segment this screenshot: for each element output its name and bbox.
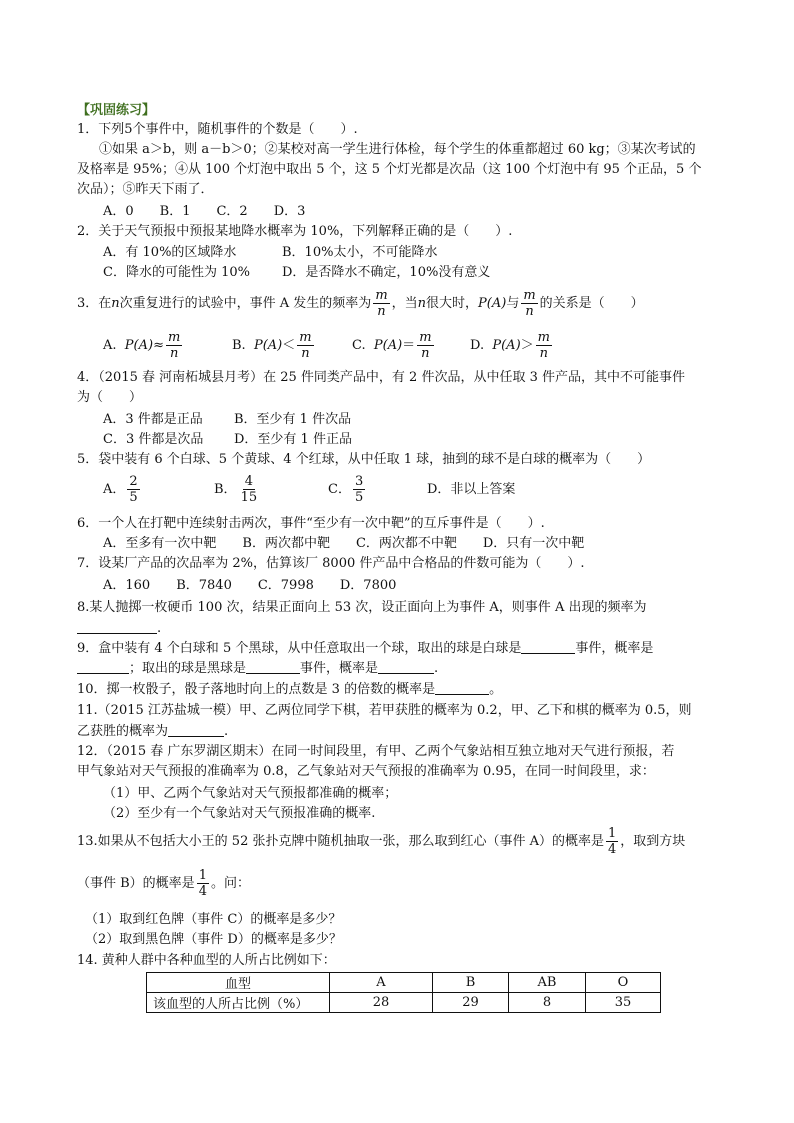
q3-option-a — [103, 330, 184, 362]
table-header-row — [147, 973, 661, 993]
q3-frac-num: m — [375, 288, 388, 303]
q3-option-b-op: ＜ — [282, 338, 296, 353]
q3-n: n — [111, 296, 120, 311]
q13-sub2: （2）取到黑色牌（事件 D）的概率是多少？ — [85, 932, 342, 947]
q13-frac-2-den: 4 — [198, 884, 207, 899]
q5-option-b-frac — [239, 474, 260, 505]
q2-option-a: A．有 10%的区域降水 — [103, 245, 237, 260]
q1-stem: 1．下列5个事件中，随机事件的个数是（ ）. — [77, 122, 358, 137]
q5-option-b-label: B． — [214, 482, 237, 497]
q9-line1 — [77, 640, 653, 657]
q8-answer-blank[interactable] — [77, 620, 157, 634]
q8-end: . — [157, 621, 162, 636]
q5-option-a-frac — [127, 474, 139, 505]
q3-option-a-pa: P(A) — [124, 338, 154, 353]
q5-option-a-label: A． — [103, 482, 126, 497]
q11-text: 乙获胜的概率为 — [77, 724, 169, 739]
q3-option-a-den: n — [169, 346, 179, 361]
q1-line2: 及格率是 95%；④从 100 个灯泡中取出 5 个，这 5 个灯光都是次品（这 100 个灯泡中有 95 个正品，5 个 — [77, 162, 702, 177]
table-cell: 28 — [330, 993, 433, 1013]
q3-option-b-num: m — [299, 330, 312, 345]
q3-n2: n — [417, 296, 427, 311]
q2-option-b: B．10%太小，不可能降水 — [282, 245, 438, 260]
q3-frac-m-n-2 — [521, 288, 537, 319]
table-row — [147, 993, 661, 1013]
q3-text-5: 与 — [506, 296, 520, 311]
q3-pa: P(A) — [478, 296, 507, 311]
q13-line2 — [77, 868, 250, 900]
q6-options: A．至多有一次中靶 B．两次都中靶 C．两次都不中靶 D．只有一次中靶 — [103, 536, 585, 551]
q3-option-c-frac — [417, 330, 433, 361]
q1-line1: ①如果 a＞b，则 a－b＞0；②某校对高一学生进行体检，每个学生的体重都超过 60 kg；③某次考试的 — [99, 142, 696, 157]
q3-option-a-label: A. — [103, 338, 117, 353]
blood-type-table — [146, 972, 661, 1013]
q3-text-2: 次重复进行的试验中，事件 A 发生的频率为 — [119, 296, 372, 311]
q11-end: . — [224, 724, 229, 739]
q3-option-d-num: m — [537, 330, 550, 345]
q3-option-b-frac — [297, 330, 313, 361]
q2-option-d: D．是否降水不确定，10%没有意义 — [282, 265, 491, 280]
table-cell: 29 — [433, 993, 509, 1013]
q3-text-6: 的关系是（ ） — [539, 296, 644, 311]
q3-option-c-op: ＝ — [402, 338, 416, 353]
q3-option-c — [352, 330, 436, 362]
q3-option-d-den: n — [539, 346, 548, 361]
q3-text-4: 很大时， — [426, 296, 479, 311]
q12-line2: 甲气象站对天气预报的准确率为 0.8，乙气象站对天气预报的准确率为 0.95，在同一时间段里，求： — [77, 764, 655, 779]
q13-text-4: 。问： — [210, 876, 250, 891]
q9-text-1: 9．盒中装有 4 个白球和 5 个黑球，从中任意取出一个球，取出的球是白球是 — [77, 641, 522, 656]
q12-sub1: （1）甲、乙两个气象站对天气预报都准确的概率； — [103, 786, 398, 801]
q10-blank[interactable] — [435, 681, 489, 695]
q3-option-d-pa: P(A) — [492, 338, 521, 353]
q5-option-c — [328, 474, 367, 506]
section-title: 【巩固练习】 — [77, 103, 156, 118]
q3-frac-num-2: m — [523, 288, 536, 303]
q11-line1: 11.（2015 江苏盐城一模）甲、乙两位同学下棋，若甲获胜的概率为 0.2，甲、乙下和棋的概率为 0.5，则 — [77, 703, 692, 718]
q3-option-d-label: D. — [470, 338, 485, 353]
q13-frac-2-num: 1 — [198, 868, 207, 883]
q13-sub1: （1）取到红色牌（事件 C）的概率是多少？ — [85, 912, 342, 927]
table-cell: 8 — [509, 993, 586, 1013]
table-cell: 35 — [586, 993, 661, 1013]
q9-blank-1[interactable] — [521, 640, 575, 654]
q1-line3: 次品）；⑤昨天下雨了． — [77, 182, 214, 197]
q5-option-c-label: C． — [328, 482, 351, 497]
q5-stem: 5．袋中装有 6 个白球、5 个黄球、4 个红球，从中任取 1 球，抽到的球不是白球的概率为（ ） — [77, 452, 651, 467]
q8-line2 — [77, 620, 161, 637]
q4-option-b: B．至少有 1 件次品 — [234, 412, 352, 427]
q9-blank-3[interactable] — [246, 660, 300, 674]
q3-option-c-den: n — [421, 346, 430, 361]
table-cell: 该血型的人所占比例（%） — [147, 993, 330, 1013]
q14-stem: 14. 黄种人群中各种血型的人所占比例如下： — [77, 953, 336, 968]
q4-option-d: D．至少有 1 件正品 — [234, 432, 352, 447]
q12-line1: 12．（2015 春 广东罗湖区期末）在同一时间段里，有甲、乙两个气象站相互独立地对天气进行预报，若 — [77, 744, 675, 759]
q13-text-3: （事件 B）的概率是 — [77, 876, 195, 891]
q9-blank-2[interactable] — [77, 660, 129, 674]
q13-text-1: 13.如果从不包括大小王的 52 张扑克牌中随机抽取一张，那么取到红心（事件 A）的概率是 — [77, 834, 605, 849]
q5-c-den: 5 — [354, 490, 364, 505]
q11-line2 — [77, 723, 228, 740]
q5-a-num: 2 — [129, 474, 138, 489]
q4-line1: 4．（2015 春 河南柘城县月考）在 25 件同类产品中，有 2 件次品，从中任取 3 件产品，其中不可能事件 — [77, 370, 685, 385]
q3-frac-den-2: n — [525, 304, 534, 319]
q3-text-3: ，当 — [391, 296, 418, 311]
q3-option-a-op: ≈ — [153, 338, 164, 353]
q3-option-c-pa: P(A) — [373, 338, 403, 353]
q4-line2: 为（ ） — [77, 390, 143, 405]
q13-frac-2 — [197, 868, 209, 899]
q9-text-3: ；取出的球是黑球是 — [129, 661, 247, 676]
q3-option-c-label: C. — [352, 338, 366, 353]
q6-stem: 6．一个人在打靶中连续射击两次，事件“至少有一次中靶”的互斥事件是（ ）. — [77, 516, 545, 531]
q3-frac-den: n — [377, 304, 386, 319]
table-header-cell: B — [433, 973, 509, 993]
table-header-cell: AB — [509, 973, 586, 993]
q4-option-c: C．3 件都是次品 — [103, 432, 204, 447]
q5-option-a — [103, 474, 142, 506]
q9-text-4: 事件，概率是 — [300, 661, 379, 676]
q10-end: 。 — [489, 682, 503, 697]
q9-end: . — [434, 661, 439, 676]
q5-a-den: 5 — [129, 490, 138, 505]
q5-c-num: 3 — [354, 474, 364, 489]
table-header-cell: 血型 — [147, 973, 330, 993]
q3-option-a-frac — [166, 330, 182, 361]
q3-option-a-num: m — [167, 330, 181, 345]
q3-option-d-op: ＞ — [520, 338, 534, 353]
q3-option-b-den: n — [301, 346, 310, 361]
q3-option-d — [470, 330, 554, 362]
q2-option-c: C．降水的可能性为 10% — [103, 265, 250, 280]
q12-sub2: （2）至少有一个气象站对天气预报准确的概率. — [103, 806, 376, 821]
q9-blank-4[interactable] — [378, 660, 434, 674]
q3-option-d-frac — [536, 330, 552, 361]
q13-text-2: ，取到方块 — [620, 834, 686, 849]
q3-frac-m-n — [373, 288, 389, 319]
q13-frac-1 — [606, 826, 618, 857]
q5-b-num: 4 — [244, 474, 253, 489]
table-header-cell: O — [586, 973, 661, 993]
q7-options: A．160 B．7840 C．7998 D．7800 — [103, 578, 397, 593]
q3-option-b-pa: P(A) — [253, 338, 283, 353]
q3-option-b — [232, 330, 316, 362]
q10-stem: 10．掷一枚骰子，骰子落地时向上的点数是 3 的倍数的概率是 — [77, 682, 436, 697]
q10-line — [77, 681, 502, 698]
q13-line1 — [77, 826, 685, 858]
q5-b-den: 15 — [240, 490, 258, 505]
q4-option-a: A．3 件都是正品 — [103, 412, 203, 427]
q2-stem: 2．关于天气预报中预报某地降水概率为 10%，下列解释正确的是（ ）. — [77, 224, 513, 239]
q3-text-1: 3．在 — [77, 296, 112, 311]
q11-blank[interactable] — [168, 723, 224, 737]
q3-option-b-label: B. — [232, 338, 246, 353]
table-header-cell: A — [330, 973, 433, 993]
q9-text-2: 事件，概率是 — [575, 641, 654, 656]
q9-line2 — [77, 660, 438, 677]
q3-stem — [77, 288, 644, 320]
q5-option-d: D．非以上答案 — [427, 482, 516, 497]
q13-frac-1-den: 4 — [608, 842, 617, 857]
q13-frac-1-num: 1 — [608, 826, 617, 841]
q5-option-c-frac — [353, 474, 365, 505]
q5-option-b — [214, 474, 261, 506]
q1-options: A．0 B．1 C．2 D．3 — [103, 204, 306, 219]
q8-line1: 8.某人抛掷一枚硬币 100 次，结果正面向上 53 次，设正面向上为事件 A，则事件 A 出现的频率为 — [77, 600, 647, 615]
q7-stem: 7．设某厂产品的次品率为 2%，估算该厂 8000 件产品中合格品的件数可能为（ ）. — [77, 556, 585, 571]
q3-option-c-num: m — [419, 330, 432, 345]
